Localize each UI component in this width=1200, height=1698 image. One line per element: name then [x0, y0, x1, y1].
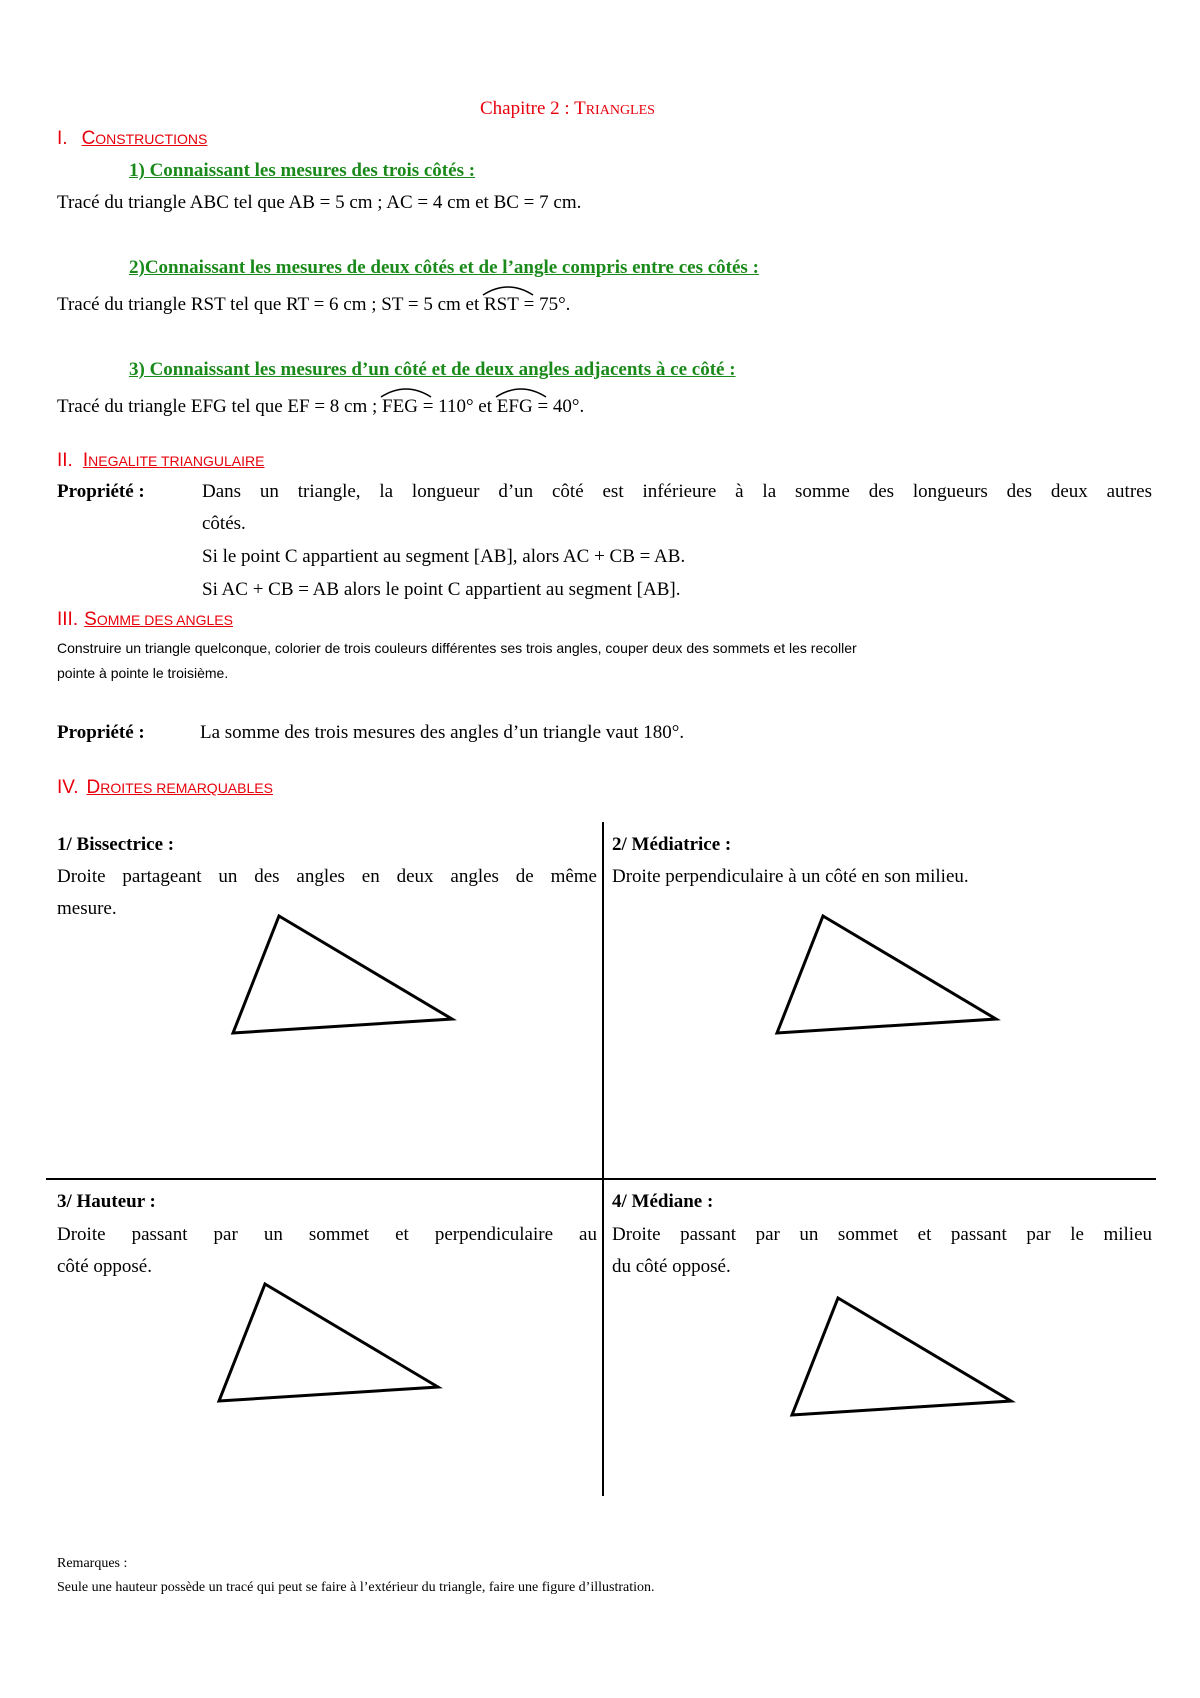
- angle-feg: [382, 396, 418, 418]
- section-1-heading-rest: ONSTRUCTIONS: [95, 131, 208, 147]
- subsection-1-3-title: 3) Connaissant les mesures d’un côté et de deux angles adjacents à ce côté :: [129, 359, 736, 380]
- remarks-text: Seule une hauteur possède un tracé qui peut se faire à l’extérieur du triangle, faire une figure d’illustration.: [57, 1580, 655, 1595]
- angle-hat-icon: [482, 282, 534, 296]
- triangle-figure-bissectrice: [226, 913, 466, 1038]
- efg-text-post: = 40°.: [532, 396, 585, 417]
- section-3-heading-rest: OMME DES ANGLES: [96, 612, 233, 628]
- cell-bissectrice-desc-line2: mesure.: [57, 898, 117, 919]
- section-4-heading: [57, 777, 273, 799]
- section-3-number: III.: [57, 609, 79, 630]
- grid-horizontal-divider: [46, 1178, 1156, 1180]
- cell-bissectrice-title: 1/ Bissectrice :: [57, 834, 175, 855]
- angle-efg: [497, 396, 533, 418]
- activity-text-line2: pointe à pointe le troisième.: [57, 665, 229, 681]
- efg-text-pre: Tracé du triangle EFG tel que EF = 8 cm ;: [57, 396, 383, 417]
- rst-text-post: = 75°.: [518, 294, 571, 315]
- cell-hauteur-desc-line1: Droite passant par un sommet et perpendiculaire au: [57, 1224, 597, 1245]
- title-main-first: T: [574, 98, 586, 119]
- cell-mediane-title: 4/ Médiane :: [612, 1191, 714, 1212]
- subsection-1-1-title: 1) Connaissant les mesures des trois côtés :: [129, 160, 476, 181]
- triangle-figure-hauteur: [212, 1281, 452, 1406]
- subsection-1-2-title: 2)Connaissant les mesures de deux côtés et de l’angle compris entre ces côtés :: [129, 257, 759, 278]
- section-2-heading-rest: NEGALITE TRIANGULAIRE: [88, 453, 265, 469]
- property-converse: Si AC + CB = AB alors le point C appartient au segment [AB].: [202, 579, 681, 600]
- angle-sum-property-label: Propriété :: [57, 722, 145, 743]
- section-1-heading-first: C: [81, 128, 96, 149]
- section-3-heading: [57, 609, 233, 631]
- section-2-number: II.: [57, 450, 73, 471]
- angle-efg-label: EFG: [496, 396, 533, 417]
- remarks-label: Remarques :: [57, 1556, 128, 1571]
- section-4-number: IV.: [57, 777, 79, 798]
- section-2-heading-first: I: [82, 450, 89, 471]
- title-prefix: Chapitre 2 :: [480, 98, 575, 119]
- construction-efg-text: [57, 396, 584, 418]
- angle-hat-icon: [495, 384, 547, 398]
- section-4-heading-first: D: [86, 777, 101, 798]
- cell-bissectrice-desc-line1: Droite partageant un des angles en deux angles de même: [57, 866, 597, 887]
- angle-hat-icon: [380, 384, 432, 398]
- section-2-heading: [57, 450, 264, 472]
- cell-mediatrice-desc-line1: Droite perpendiculaire à un côté en son milieu.: [612, 866, 969, 887]
- section-4-heading-rest: ROITES REMARQUABLES: [100, 780, 273, 796]
- angle-rst: [484, 294, 519, 316]
- property-triangle-inequality-line2: côtés.: [202, 513, 246, 534]
- efg-text-mid: = 110° et: [417, 396, 497, 417]
- activity-text-line1: Construire un triangle quelconque, colorier de trois couleurs différentes ses trois angles, couper deux des sommets et les recoller: [57, 640, 857, 656]
- section-3-heading-first: S: [84, 609, 97, 630]
- construction-abc-text: Tracé du triangle ABC tel que AB = 5 cm ; AC = 4 cm et BC = 7 cm.: [57, 192, 582, 213]
- construction-rst-text: [57, 294, 570, 316]
- triangle-figure-mediatrice: [770, 913, 1010, 1038]
- angle-sum-property-text: La somme des trois mesures des angles d’un triangle vaut 180°.: [200, 722, 685, 743]
- cell-hauteur-desc-line2: côté opposé.: [57, 1256, 152, 1277]
- section-1-heading: [57, 128, 207, 150]
- cell-mediatrice-title: 2/ Médiatrice :: [612, 834, 732, 855]
- triangle-figure-mediane: [785, 1295, 1025, 1420]
- property-point-on-segment: Si le point C appartient au segment [AB], alors AC + CB = AB.: [202, 546, 686, 567]
- cell-mediane-desc-line1: Droite passant par un sommet et passant par le milieu: [612, 1224, 1152, 1245]
- page-title: [480, 98, 655, 120]
- angle-rst-label: RST: [484, 294, 519, 315]
- rst-text-pre: Tracé du triangle RST tel que RT = 6 cm ; ST = 5 cm et: [57, 294, 484, 315]
- angle-feg-label: FEG: [382, 396, 418, 417]
- grid-vertical-divider: [602, 822, 604, 1496]
- title-main-rest: RIANGLES: [585, 103, 655, 118]
- cell-hauteur-title: 3/ Hauteur :: [57, 1191, 156, 1212]
- cell-mediane-desc-line2: du côté opposé.: [612, 1256, 731, 1277]
- section-1-number: I.: [57, 128, 68, 149]
- property-label: Propriété :: [57, 481, 145, 502]
- property-triangle-inequality-line1: Dans un triangle, la longueur d’un côté est inférieure à la somme des longueurs des deux autres: [202, 481, 1152, 502]
